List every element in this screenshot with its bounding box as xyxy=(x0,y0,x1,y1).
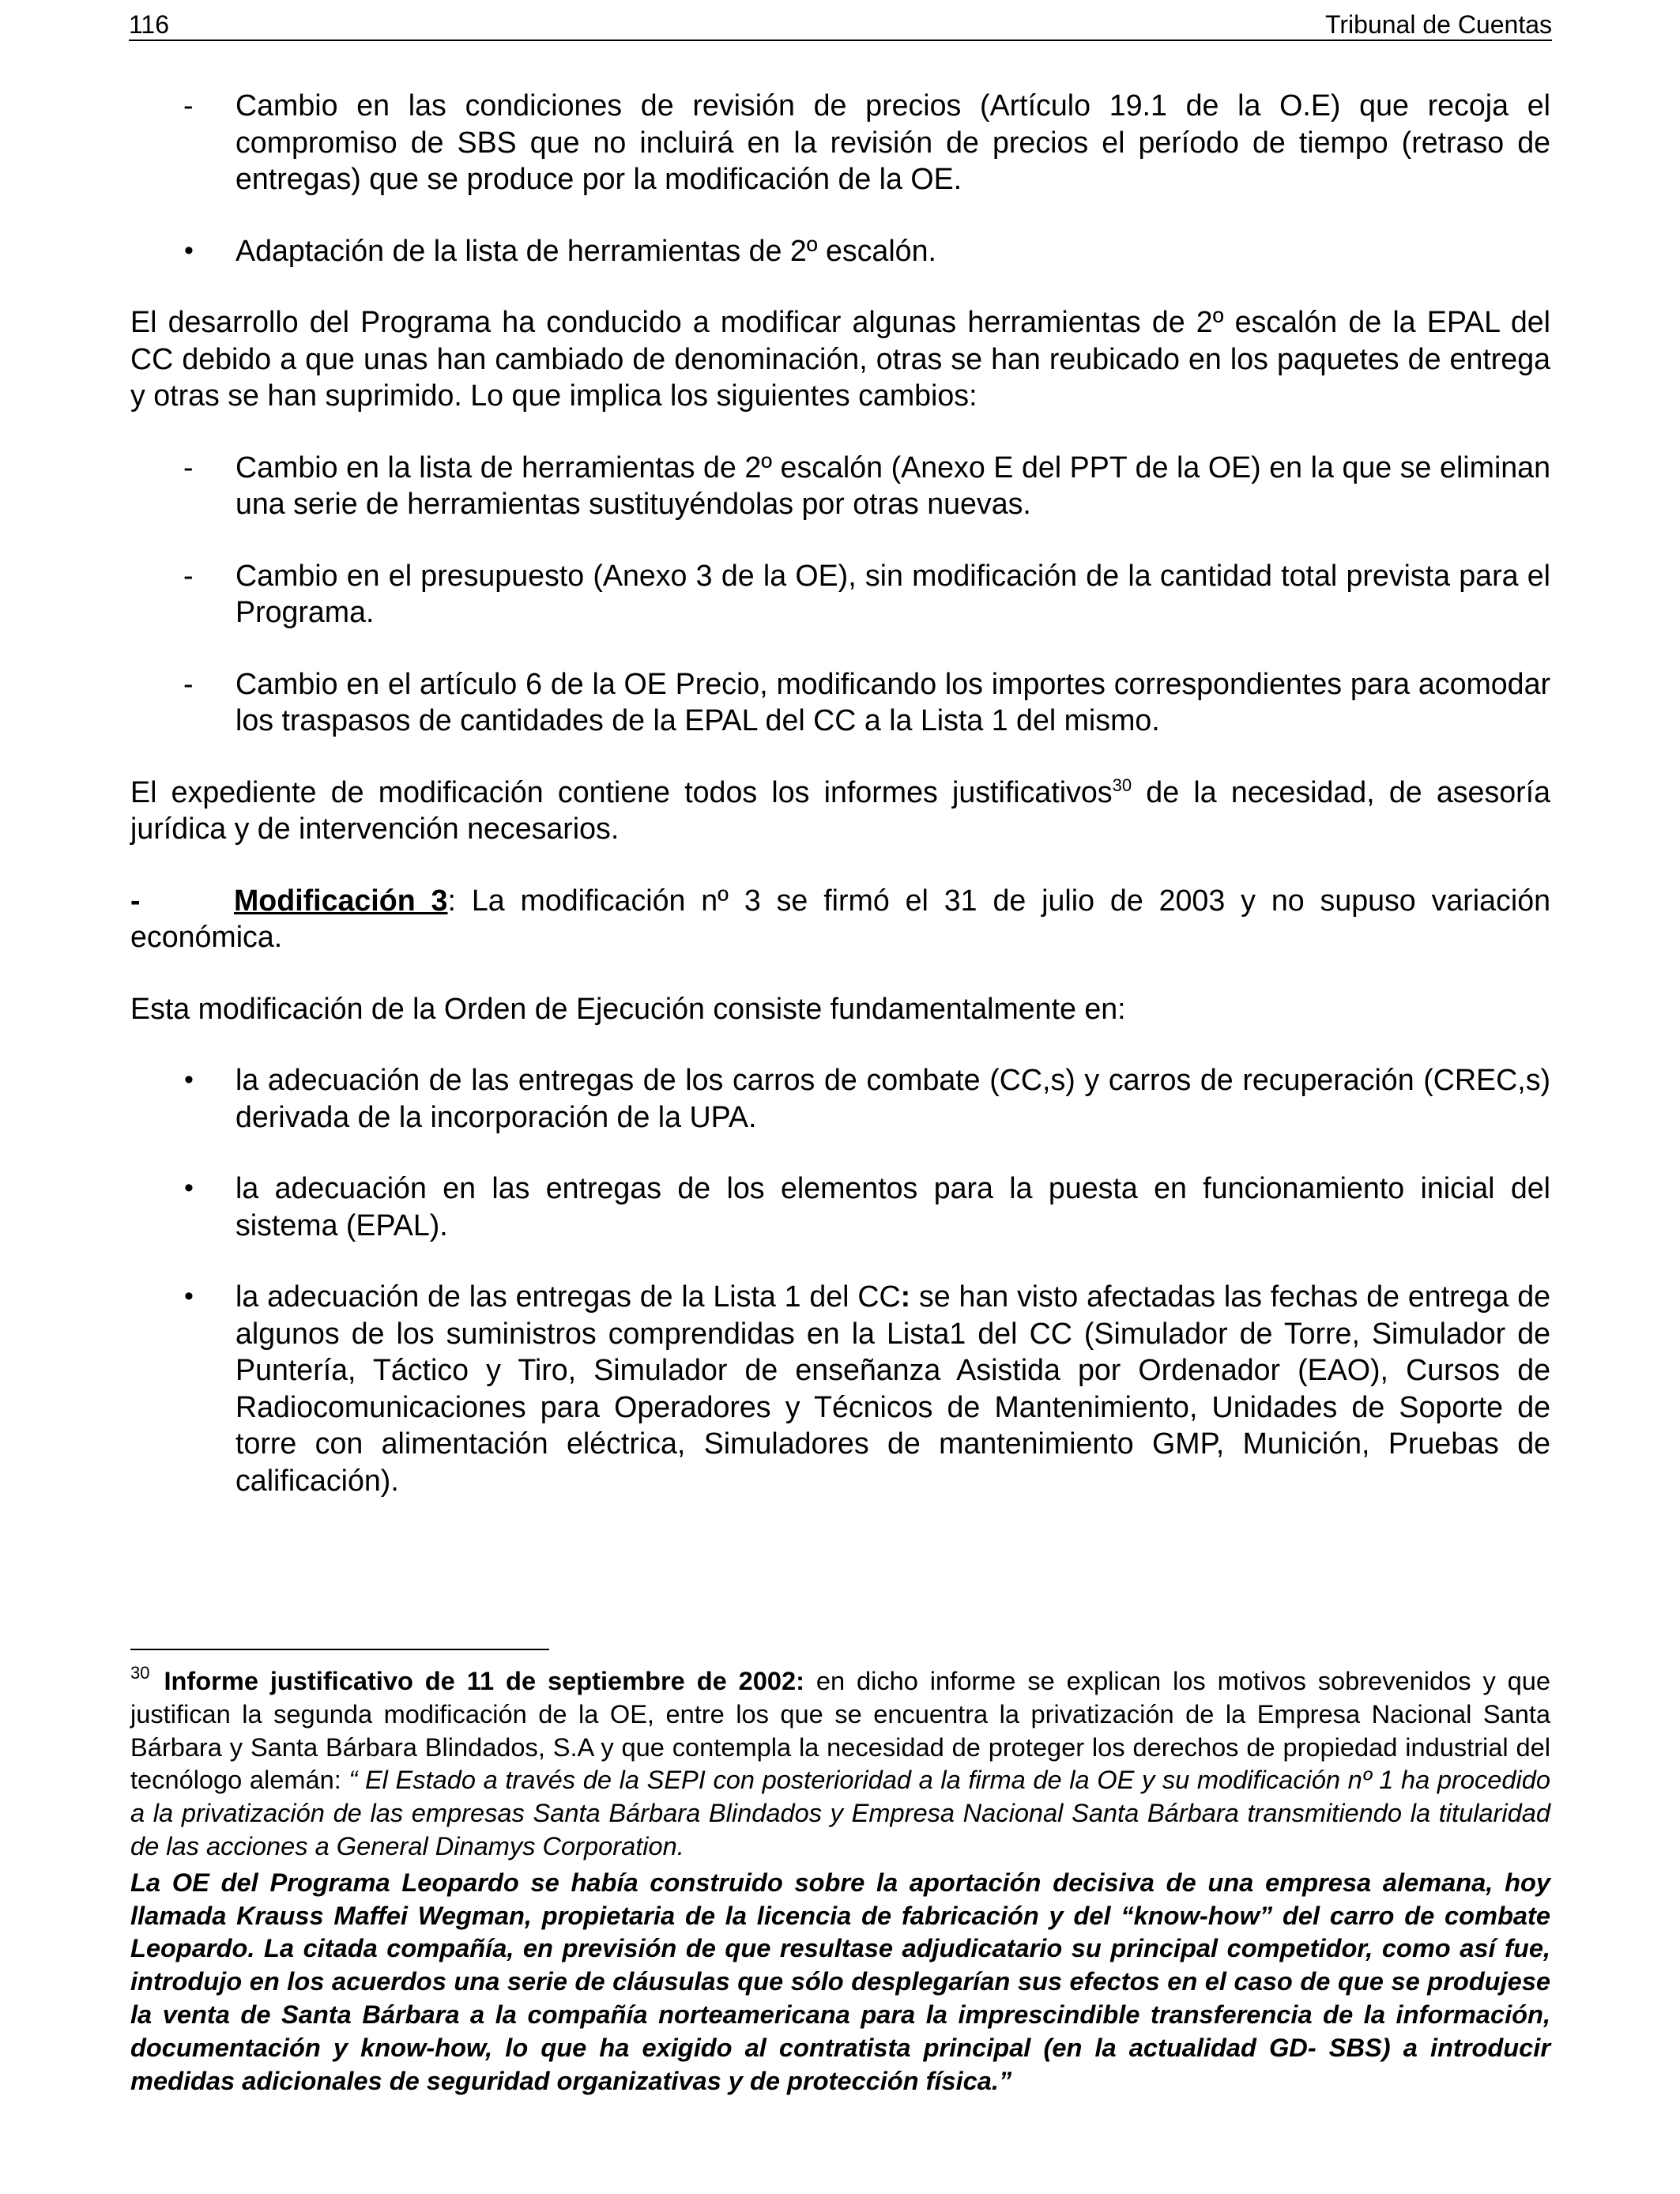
bullet-icon: • xyxy=(184,1065,194,1095)
bullet-icon: • xyxy=(184,1173,194,1203)
dash-marker: - xyxy=(183,666,194,700)
bullet-item xyxy=(130,1278,1550,1498)
bullet-icon: • xyxy=(184,235,194,266)
bullet-item xyxy=(130,1170,1550,1243)
list-item-text: Cambio en la lista de herramientas de 2º escalón (Anexo E del PPT de la OE) en la que se eliminan una serie de herramientas sustituyéndolas por otras nuevas. xyxy=(235,450,1550,520)
paragraph: El desarrollo del Programa ha conducido a modificar algunas herramientas de 2º escalón de la EPAL del CC debido a que unas han cambiado de denominación, otras se han reubicado en los paquetes de entrega y otras se han suprimido. Lo que implica los siguientes cambios: xyxy=(130,305,1550,412)
page-header xyxy=(129,8,1552,41)
dash-marker: - xyxy=(183,89,194,122)
list-item xyxy=(130,449,1550,522)
modification-title: Modificación 3 xyxy=(234,883,448,917)
footnote-number: 30 xyxy=(130,1663,150,1683)
paragraph: Esta modificación de la Orden de Ejecución consiste fundamentalmente en: xyxy=(130,991,1126,1025)
footnote-reference[interactable]: 30 xyxy=(1112,775,1132,795)
dash-marker: - xyxy=(183,558,194,592)
footnote-text: en dicho informe se explican los motivos sobrevenidos y que justifican la segunda modificación de la OE, entre los que se encuentra la privatización de la Empresa Nacional Santa Bárbara y Santa Bárbara Blindados, S.A y que contempla la necesidad de proteger los derechos de propiedad industrial del tecnólogo alemán: xyxy=(130,1666,1551,1795)
list-item xyxy=(130,557,1550,631)
dash-marker: - xyxy=(130,883,141,917)
footnote-paragraph xyxy=(130,1664,1550,1863)
dash-marker: - xyxy=(183,450,194,484)
bullet-item-text: la adecuación de las entregas de los carros de combate (CC,s) y carros de recuperación (CREC,s) derivada de la incorporación de la UPA. xyxy=(235,1063,1550,1133)
list-item xyxy=(130,665,1550,739)
paragraph-text: El expediente de modificación contiene todos los informes justificativos xyxy=(130,775,1113,809)
header-title: Tribunal de Cuentas xyxy=(1325,10,1552,39)
footnote-lead: Informe justificativo de 11 de septiembre de 2002: xyxy=(164,1666,804,1695)
bullet-item-colon: : xyxy=(900,1280,911,1313)
footnote xyxy=(130,1664,1550,2097)
page-number: 116 xyxy=(129,10,170,39)
list-item-text: Cambio en el presupuesto (Anexo 3 de la OE), sin modificación de la cantidad total prevista para el Programa. xyxy=(235,558,1550,628)
list-item-text: Cambio en el artículo 6 de la OE Precio, modificando los importes correspondientes para acomodar los traspasos de cantidades de la EPAL del CC a la Lista 1 del mismo. xyxy=(235,666,1550,737)
modification-paragraph xyxy=(130,882,1550,956)
footnote-separator xyxy=(130,1649,549,1650)
main-text xyxy=(130,87,1550,1498)
bullet-item xyxy=(130,1061,1550,1135)
list-item xyxy=(130,87,1550,198)
bullet-item-text: Adaptación de la lista de herramientas de 2º escalón. xyxy=(235,233,936,267)
footnote-quote: “ El Estado a través de la SEPI con posterioridad a la firma de la OE y su modificación nº 1 ha procedido a la privatización de las empresas Santa Bárbara Blindados y Empresa Nacional Santa Bárbara transmitiendo la titularidad de las acciones a General Dinamys Corporation. xyxy=(130,1765,1550,1860)
bullet-item-text: la adecuación de las entregas de la Lista 1 del CC xyxy=(235,1280,901,1313)
list-item-text: Cambio en las condiciones de revisión de precios (Artículo 19.1 de la O.E) que recoja el compromiso de SBS que no incluirá en la revisión de precios el período de tiempo (retraso de entregas) que se produce por la modificación de la OE. xyxy=(235,89,1550,195)
paragraph xyxy=(130,774,1550,847)
bullet-item-text: la adecuación en las entregas de los elementos para la puesta en funcionamiento inicial del sistema (EPAL). xyxy=(235,1171,1550,1242)
paragraph-text: de la necesidad, de asesoría jurídica y de intervención necesarios. xyxy=(130,775,1550,845)
bullet-icon: • xyxy=(184,1281,194,1311)
modification-text: : La modificación nº 3 se firmó el 31 de julio de 2003 y no supuso variación económica. xyxy=(130,883,1550,953)
bullet-item-text: se han visto afectadas las fechas de entrega de algunos de los suministros comprendidas en la Lista1 del CC (Simulador de Torre, Simulador de Puntería, Táctico y Tiro, Simulador de enseñanza Asistida por Ordenador (EAO), Cursos de Radiocomunicaciones para Operadores y Técnicos de Mantenimiento, Unidades de Soporte de torre con alimentación eléctrica, Simuladores de mantenimiento GMP, Munición, Pruebas de calificación). xyxy=(235,1280,1550,1497)
bullet-item xyxy=(130,232,1550,270)
footnote-paragraph-bold: La OE del Programa Leopardo se había construido sobre la aportación decisiva de una empresa alemana, hoy llamada Krauss Maffei Wegman, propietaria de la licencia de fabricación y del “know-how” del carro de combate Leopardo. La citada compañía, en previsión de que resultase adjudicatario su principal competidor, como así fue, introdujo en los acuerdos una serie de cláusulas que sólo desplegarían sus efectos en el caso de que se produjese la venta de Santa Bárbara a la compañía norteamericana para la imprescindible transferencia de la información, documentación y know-how, lo que ha exigido al contratista principal (en la actualidad GD- SBS) a introducir medidas adicionales de seguridad organizativas y de protección física.” xyxy=(130,1867,1550,2095)
